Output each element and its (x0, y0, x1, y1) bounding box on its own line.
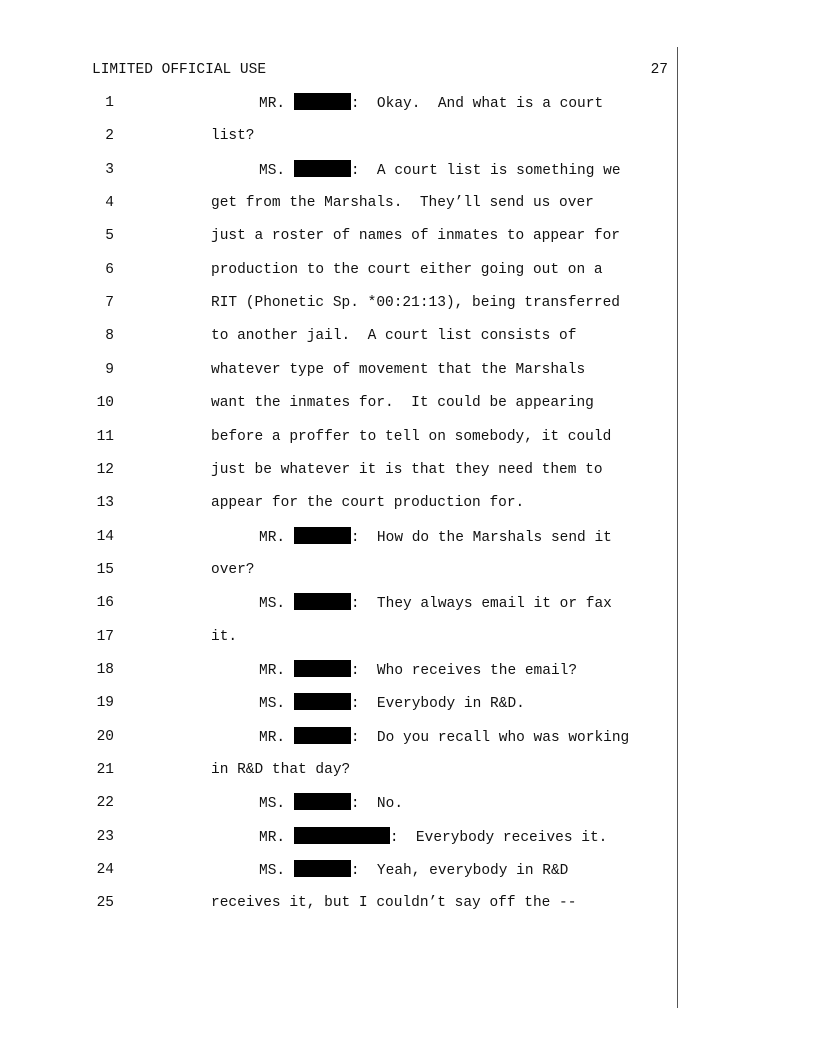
line-number: 17 (96, 628, 114, 645)
testimony-text (211, 560, 255, 580)
line-text-segment: MR. (259, 662, 294, 679)
transcript-line (0, 460, 816, 480)
transcript-line (0, 693, 816, 713)
testimony-text (211, 293, 620, 313)
line-number: 22 (96, 795, 114, 812)
line-text-segment: receives it, but I couldn’t say off the -- (211, 895, 577, 912)
transcript-line (0, 160, 816, 180)
line-number: 24 (96, 862, 114, 879)
line-number: 8 (105, 328, 114, 345)
testimony-text (211, 427, 611, 447)
line-text-segment: : Who receives the email? (350, 662, 578, 679)
line-text-segment: MR. (259, 96, 294, 112)
line-text-segment: to another jail. A court list consists of (211, 328, 577, 345)
speaker-line-text (259, 860, 568, 881)
line-text-segment: : How do the Marshals send it (350, 529, 612, 546)
line-text-segment: MR. (259, 829, 294, 846)
redaction-block (294, 860, 351, 877)
line-text-segment: MS. (259, 162, 294, 179)
page-header (92, 61, 668, 79)
line-text-segment: MS. (259, 596, 294, 613)
line-number: 20 (96, 728, 114, 745)
line-number: 4 (105, 195, 114, 212)
transcript-line (0, 593, 816, 613)
line-text-segment: : No. (350, 796, 404, 813)
line-text-segment: : A court list is something we (350, 162, 621, 179)
line-number: 23 (96, 828, 114, 845)
redaction-block (294, 693, 351, 710)
line-number: 15 (96, 561, 114, 578)
transcript-line (0, 93, 816, 113)
testimony-text (211, 460, 603, 480)
redaction-block (294, 593, 351, 610)
line-number: 25 (96, 895, 114, 912)
line-text-segment: appear for the court production for. (211, 495, 525, 512)
line-text-segment: production to the court either going out on a (211, 261, 603, 278)
testimony-text (211, 226, 620, 246)
line-text-segment: : Everybody receives it. (389, 829, 608, 846)
transcript-line (0, 827, 816, 847)
speaker-line-text (259, 693, 525, 714)
line-number: 3 (105, 161, 114, 178)
transcript-line (0, 760, 816, 780)
transcript-line (0, 226, 816, 246)
line-text-segment: in R&D that day? (211, 762, 351, 778)
testimony-text (211, 193, 594, 213)
line-text-segment: RIT (Phonetic Sp. *00:21:13), being transferred (211, 295, 620, 312)
transcript-line (0, 393, 816, 413)
line-number: 1 (105, 95, 114, 111)
transcript-line (0, 260, 816, 280)
line-number: 14 (96, 528, 114, 545)
line-text-segment: MS. (259, 863, 294, 880)
line-text-segment: before a proffer to tell on somebody, it could (211, 428, 612, 445)
speaker-line-text (259, 93, 603, 114)
transcript-line (0, 293, 816, 313)
transcript-line (0, 793, 816, 813)
redaction-block (294, 160, 351, 177)
speaker-line-text (259, 727, 629, 748)
testimony-text (211, 493, 524, 513)
transcript-line (0, 893, 816, 913)
redaction-block (294, 727, 351, 744)
redaction-block (294, 527, 351, 544)
line-text-segment: : They always email it or fax (350, 596, 612, 613)
transcript-line (0, 660, 816, 680)
line-text-segment: MR. (259, 729, 294, 746)
speaker-line-text (259, 660, 577, 681)
line-number: 9 (105, 361, 114, 378)
testimony-text (211, 893, 576, 913)
line-text-segment: : Yeah, everybody in R&D (350, 863, 569, 880)
speaker-line-text (259, 593, 612, 614)
line-text-segment: : Okay. And what is a court (350, 96, 604, 112)
line-text-segment: list? (211, 128, 255, 145)
line-number: 2 (105, 128, 114, 145)
line-text-segment: it. (211, 628, 238, 645)
line-number: 13 (96, 495, 114, 512)
testimony-text (211, 760, 350, 780)
line-number: 10 (96, 395, 114, 412)
line-text-segment: MS. (259, 696, 294, 713)
line-number: 11 (96, 428, 114, 445)
redaction-block (294, 660, 351, 677)
redaction-block (294, 793, 351, 810)
speaker-line-text (259, 827, 607, 848)
line-text-segment: : Everybody in R&D. (350, 696, 525, 713)
transcript-line (0, 126, 816, 146)
line-number: 19 (96, 695, 114, 712)
line-number: 18 (96, 661, 114, 678)
transcript-line (0, 560, 816, 580)
page-number: 27 (650, 62, 668, 78)
redaction-block (294, 827, 390, 844)
line-text-segment: over? (211, 561, 255, 578)
line-text-segment: MR. (259, 529, 294, 546)
testimony-text (211, 627, 237, 647)
line-text-segment: : Do you recall who was working (350, 729, 630, 746)
testimony-text (211, 326, 576, 346)
testimony-text (211, 360, 585, 380)
speaker-line-text (259, 160, 621, 181)
line-number: 5 (105, 228, 114, 245)
transcript-line (0, 493, 816, 513)
transcript-line (0, 727, 816, 747)
speaker-line-text (259, 527, 612, 548)
transcript-line (0, 360, 816, 380)
transcript-line (0, 193, 816, 213)
line-number: 7 (105, 295, 114, 312)
line-text-segment: want the inmates for. It could be appearing (211, 395, 594, 412)
transcript-line (0, 527, 816, 547)
transcript-line (0, 627, 816, 647)
line-text-segment: whatever type of movement that the Marshals (211, 361, 586, 378)
line-number: 21 (96, 762, 114, 778)
line-text-segment: get from the Marshals. They’ll send us over (211, 195, 594, 212)
transcript-line (0, 326, 816, 346)
line-number: 6 (105, 261, 114, 278)
line-number: 16 (96, 595, 114, 612)
testimony-text (211, 260, 603, 280)
classification-label: LIMITED OFFICIAL USE (92, 62, 267, 78)
transcript-line (0, 427, 816, 447)
redaction-block (294, 93, 351, 110)
line-text-segment: just be whatever it is that they need them to (211, 461, 603, 478)
testimony-text (211, 393, 594, 413)
testimony-text (211, 126, 255, 146)
line-number: 12 (96, 461, 114, 478)
line-text-segment: just a roster of names of inmates to appear for (211, 228, 620, 245)
line-text-segment: MS. (259, 796, 294, 813)
transcript-line (0, 860, 816, 880)
speaker-line-text (259, 793, 403, 814)
